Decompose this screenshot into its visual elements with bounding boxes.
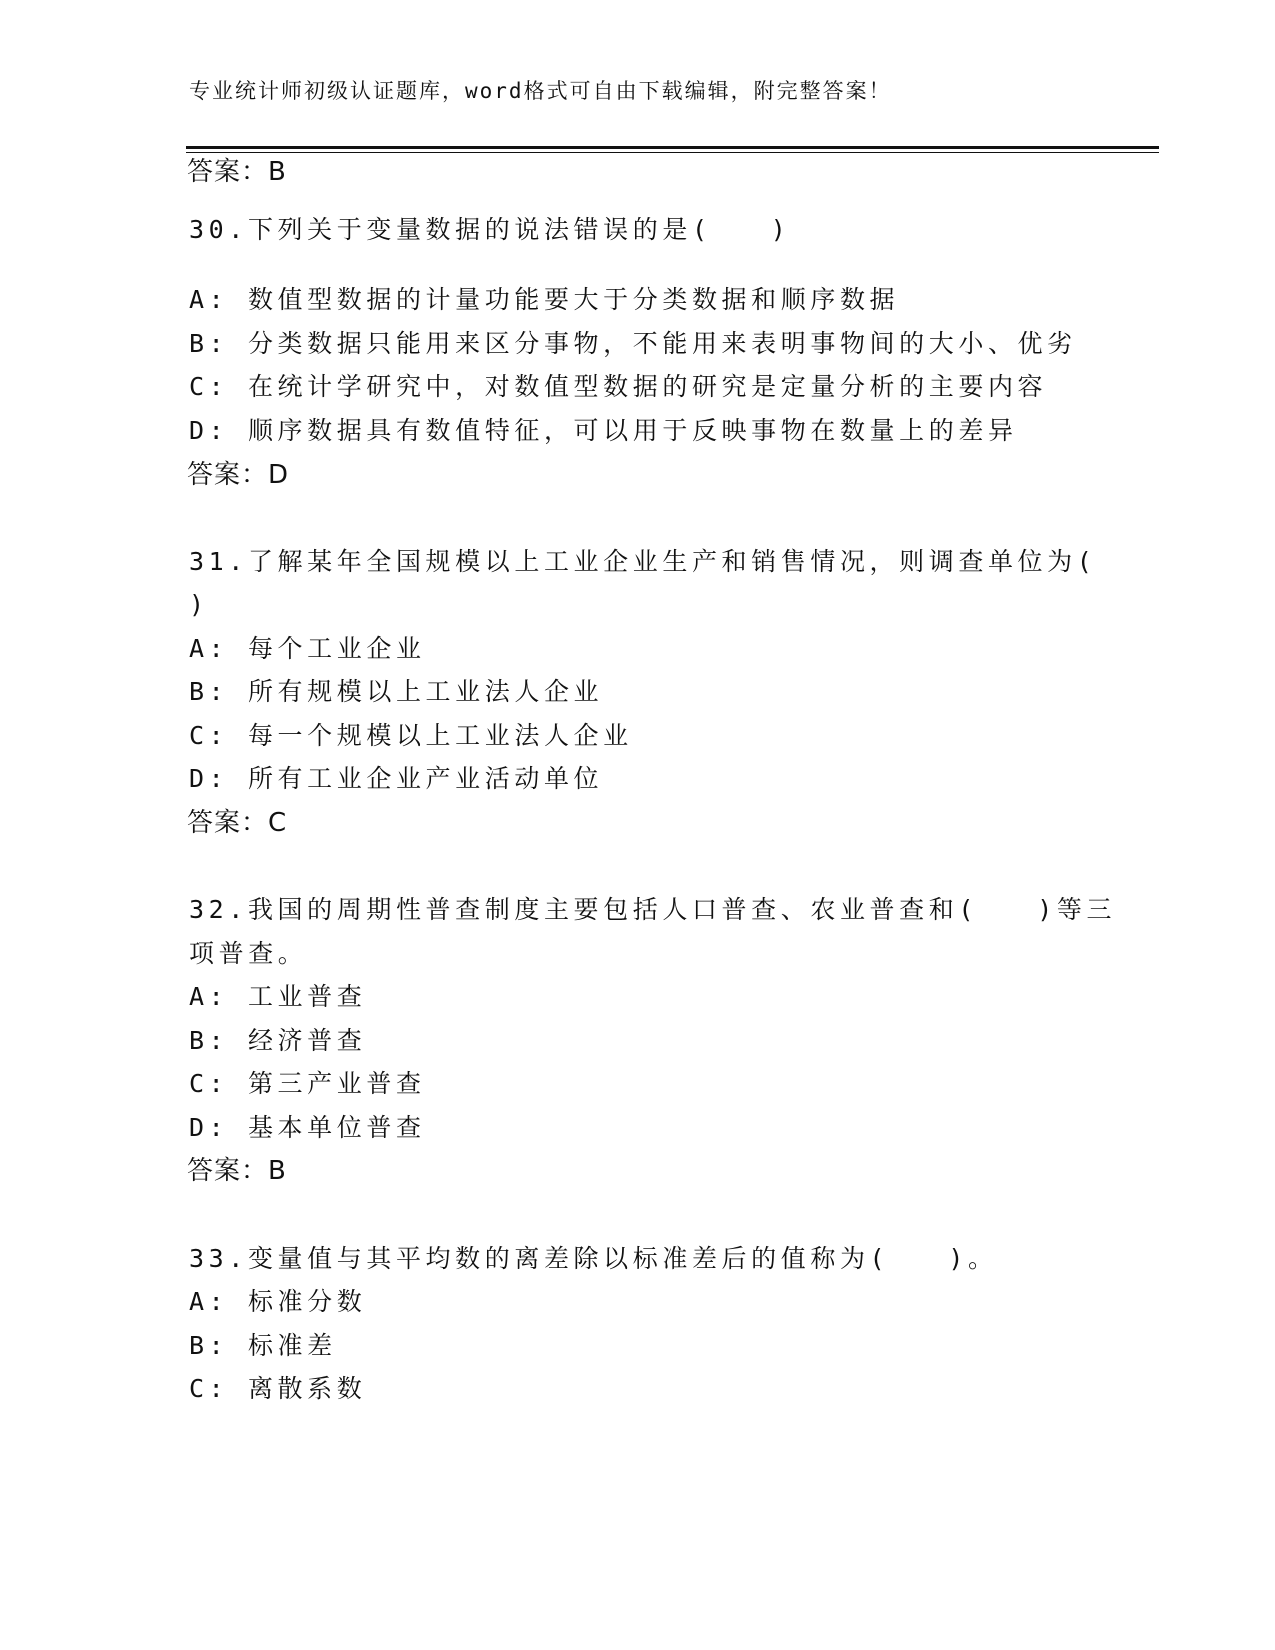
question-32-option-d: D: 基本单位普查: [189, 1113, 426, 1142]
question-32-option-c: C: 第三产业普查: [189, 1069, 426, 1098]
question-32-stem-line-1: 32.我国的周期性普查制度主要包括人口普查、农业普查和( )等三: [189, 895, 1117, 924]
question-31-stem-line-2: ): [189, 590, 209, 619]
question-30-option-d: D: 顺序数据具有数值特征，可以用于反映事物在数量上的差异: [189, 416, 1018, 445]
question-30-answer: 答案：D: [187, 460, 290, 490]
previous-answer: 答案：B: [187, 157, 287, 187]
header-rule-thin: [186, 152, 1159, 153]
question-33-option-b: B: 标准差: [189, 1331, 337, 1360]
question-31-option-d: D: 所有工业企业产业活动单位: [189, 764, 604, 793]
question-32-option-b: B: 经济普查: [189, 1026, 367, 1055]
question-32-answer: 答案：B: [187, 1156, 287, 1186]
question-31-answer: 答案：C: [187, 808, 288, 838]
question-33-option-a: A: 标准分数: [189, 1287, 367, 1316]
question-30-stem: 30.下列关于变量数据的说法错误的是( ): [189, 215, 791, 244]
question-30-option-b: B: 分类数据只能用来区分事物，不能用来表明事物间的大小、优劣: [189, 329, 1077, 358]
question-33-option-c: C: 离散系数: [189, 1374, 367, 1403]
question-30-option-a: A: 数值型数据的计量功能要大于分类数据和顺序数据: [189, 285, 900, 314]
question-31-option-b: B: 所有规模以上工业法人企业: [189, 677, 604, 706]
header-rule-thick: [186, 146, 1159, 149]
question-31-option-c: C: 每一个规模以上工业法人企业: [189, 721, 633, 750]
question-33-stem: 33.变量值与其平均数的离差除以标准差后的值称为( )。: [189, 1244, 998, 1273]
header-text: 专业统计师初级认证题库，word格式可自由下载编辑，附完整答案！: [189, 79, 892, 103]
question-32-option-a: A: 工业普查: [189, 982, 367, 1011]
question-31-stem-line-1: 31.了解某年全国规模以上工业企业生产和销售情况，则调查单位为(: [189, 547, 1097, 576]
question-31-option-a: A: 每个工业企业: [189, 634, 426, 663]
question-30-option-c: C: 在统计学研究中，对数值型数据的研究是定量分析的主要内容: [189, 372, 1048, 401]
question-32-stem-line-2: 项普查。: [189, 939, 308, 968]
